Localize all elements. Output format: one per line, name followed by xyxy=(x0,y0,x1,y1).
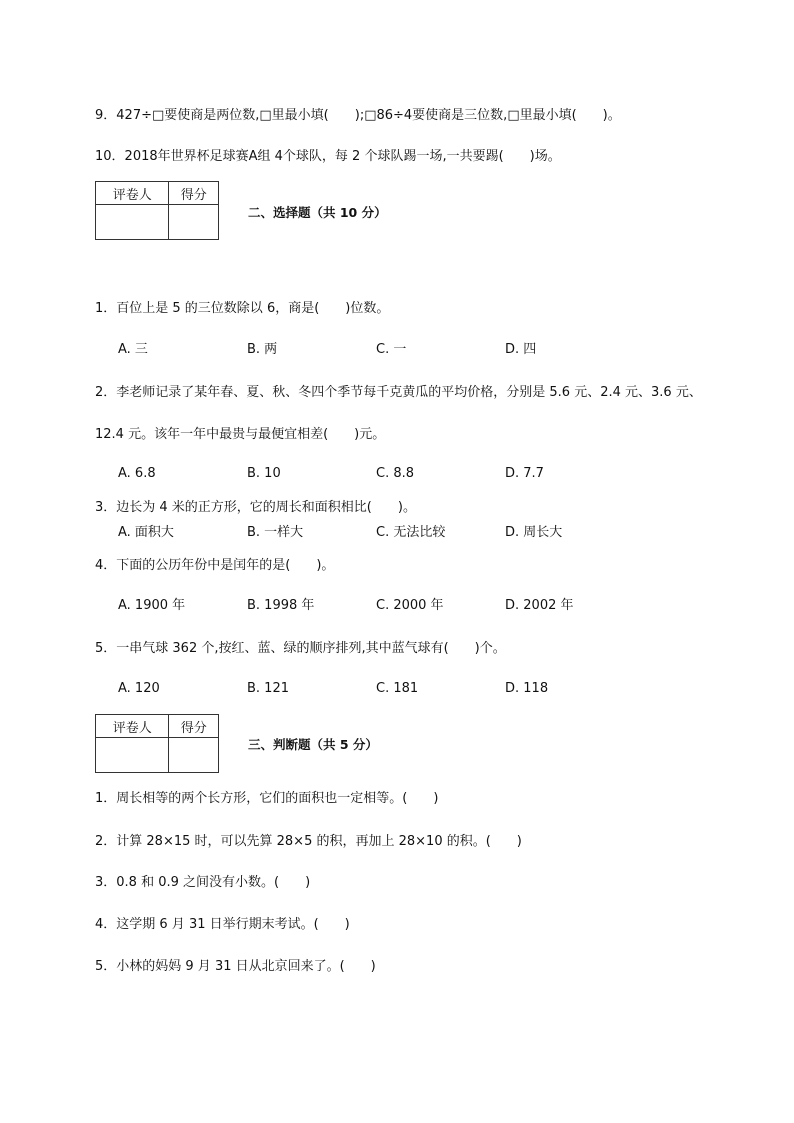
judge-question-4: 4．这学期 6 月 31 日举行期末考试。( ) xyxy=(95,917,350,932)
judge-question-3: 3．0.8 和 0.9 之间没有小数。( ) xyxy=(95,875,311,890)
judge-question-2: 2．计算 28×15 时，可以先算 28×5 的积，再加上 28×10 的积。( ) xyxy=(95,834,522,849)
choice-question-5: 5．一串气球 362 个,按红、蓝、绿的顺序排列,其中蓝气球有( )个。 xyxy=(95,641,506,656)
fill-question-10: 10．2018年世界杯足球赛A组 4个球队，每 2 个球队踢一场,一共要踢( )场。 xyxy=(95,149,561,164)
option-a: A. 1900 年 xyxy=(118,598,186,613)
fill-question-9: 9．427÷□要使商是两位数,□里最小填( );□86÷4要使商是三位数,□里最小填( )。 xyxy=(95,108,621,123)
grader-header: 评卷人 xyxy=(96,715,169,738)
option-b: B. 1998 年 xyxy=(247,598,315,613)
choice-question-2-cont: 12.4 元。该年一年中最贵与最便宜相差( )元。 xyxy=(95,427,386,442)
option-b: B. 一样大 xyxy=(247,525,304,540)
score-table-section2 xyxy=(95,181,219,240)
option-d: D. 2002 年 xyxy=(505,598,574,613)
choice-question-1: 1．百位上是 5 的三位数除以 6，商是( )位数。 xyxy=(95,301,390,316)
judge-question-5: 5．小林的妈妈 9 月 31 日从北京回来了。( ) xyxy=(95,959,376,974)
option-c: C. 一 xyxy=(376,342,407,357)
option-b: B. 121 xyxy=(247,681,289,696)
score-table-section3 xyxy=(95,714,219,773)
option-a: A. 6.8 xyxy=(118,466,156,481)
score-header: 得分 xyxy=(169,715,219,738)
choice-question-3: 3．边长为 4 米的正方形，它的周长和面积相比( )。 xyxy=(95,500,416,515)
section3-title: 三、判断题（共 5 分） xyxy=(248,737,378,752)
option-c: C. 8.8 xyxy=(376,466,415,481)
option-b: B. 10 xyxy=(247,466,281,481)
section2-title: 二、选择题（共 10 分） xyxy=(248,205,387,220)
option-d: D. 118 xyxy=(505,681,549,696)
score-cell xyxy=(169,205,219,240)
option-c: C. 无法比较 xyxy=(376,525,446,540)
option-b: B. 两 xyxy=(247,342,278,357)
grader-cell xyxy=(96,738,169,773)
score-header: 得分 xyxy=(169,182,219,205)
choice-question-4: 4．下面的公历年份中是闰年的是( )。 xyxy=(95,558,335,573)
grader-cell xyxy=(96,205,169,240)
option-c: C. 181 xyxy=(376,681,419,696)
option-c: C. 2000 年 xyxy=(376,598,444,613)
option-a: A. 120 xyxy=(118,681,160,696)
option-d: D. 周长大 xyxy=(505,525,563,540)
grader-header: 评卷人 xyxy=(96,182,169,205)
option-a: A. 三 xyxy=(118,342,148,357)
judge-question-1: 1．周长相等的两个长方形，它们的面积也一定相等。( ) xyxy=(95,791,439,806)
score-cell xyxy=(169,738,219,773)
option-d: D. 四 xyxy=(505,342,537,357)
option-a: A. 面积大 xyxy=(118,525,174,540)
option-d: D. 7.7 xyxy=(505,466,544,481)
choice-question-2: 2．李老师记录了某年春、夏、秋、冬四个季节每千克黄瓜的平均价格，分别是 5.6 元、2.4 元、3.6 元、 xyxy=(95,385,702,400)
